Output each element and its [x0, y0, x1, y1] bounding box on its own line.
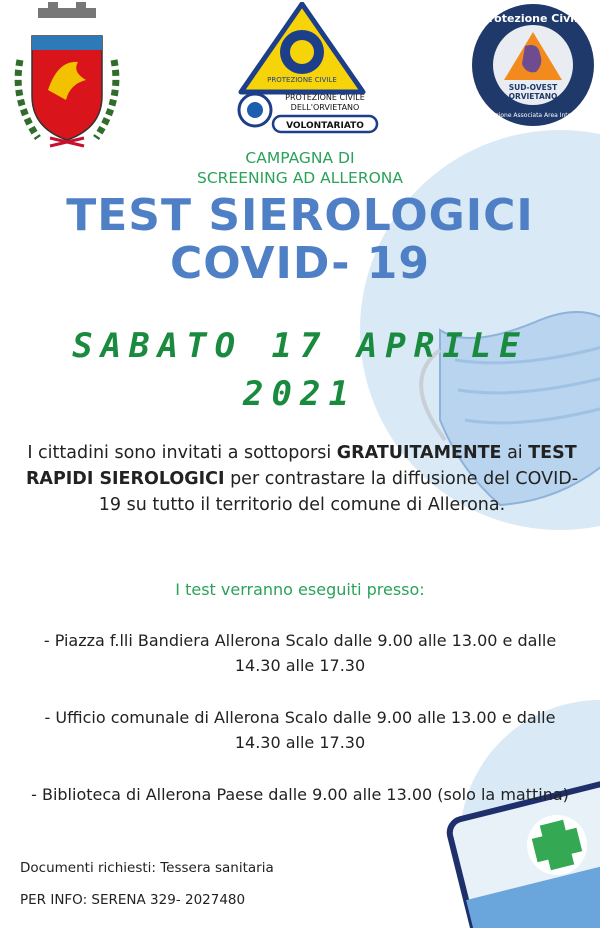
- campaign-heading: [0, 148, 600, 188]
- logo-volontariato-banner: VOLONTARIATO: [286, 121, 364, 131]
- right-logo-bottom-text: Funzione Associata Area Interna: [484, 112, 582, 119]
- logo-triangle-text: PROTEZIONE CIVILE: [267, 76, 337, 84]
- location-item-ufficio: - Ufficio comunale di Allerona Scalo dalle 9.00 alle 13.00 e dalle 14.30 alle 17.30: [44, 708, 556, 752]
- intro-text-3: per contrastare la diffusione del COVID- 19 su tutto il territorio del comune di Allerona.: [98, 469, 579, 515]
- documents-required: Documenti richiesti: Tessera sanitaria: [20, 860, 274, 876]
- event-date: [0, 322, 600, 418]
- date-line1: SABATO 17 APRILE: [72, 326, 528, 366]
- intro-paragraph: [20, 440, 584, 518]
- protezione-civile-sud-ovest-logo-icon: [470, 2, 596, 128]
- intro-text-1: I cittadini sono invitati a sottoporsi: [27, 443, 337, 463]
- right-logo-inner-line1: SUD-OVEST: [508, 83, 558, 92]
- logo-caption-line1: PROTEZIONE CIVILE: [285, 93, 365, 102]
- right-logo-top-text: Protezione Civile: [480, 12, 586, 25]
- right-logo-inner-line2: ORVIETANO: [508, 92, 558, 101]
- campaign-line2: SCREENING AD ALLERONA: [196, 169, 404, 187]
- contact-info: PER INFO: SERENA 329- 2027480: [20, 892, 246, 908]
- intro-bold-free: GRATUITAMENTE: [336, 443, 502, 463]
- date-line2: 2021: [243, 374, 357, 414]
- protezione-civile-logo-icon: [225, 2, 380, 134]
- intro-bold-tests: TEST RAPIDI SIEROLOGICI: [25, 443, 577, 489]
- logos-row: [0, 0, 600, 140]
- title-line2: COVID- 19: [169, 238, 431, 289]
- title-line1: TEST SIEROLOGICI: [66, 190, 534, 241]
- logo-caption-line2: DELL'ORVIETANO: [290, 103, 360, 112]
- page-title: [0, 192, 600, 288]
- location-item-biblioteca: - Biblioteca di Allerona Paese dalle 9.00 alle 13.00 (solo la mattina): [31, 785, 569, 804]
- coat-of-arms-icon: [8, 0, 126, 152]
- locations-subheading: I test verranno eseguiti presso:: [175, 580, 425, 599]
- intro-text-2: ai: [501, 443, 529, 463]
- location-item-piazza: - Piazza f.lli Bandiera Allerona Scalo dalle 9.00 alle 13.00 e dalle 14.30 alle 17.30: [43, 631, 557, 675]
- campaign-line1: CAMPAGNA DI: [245, 149, 355, 167]
